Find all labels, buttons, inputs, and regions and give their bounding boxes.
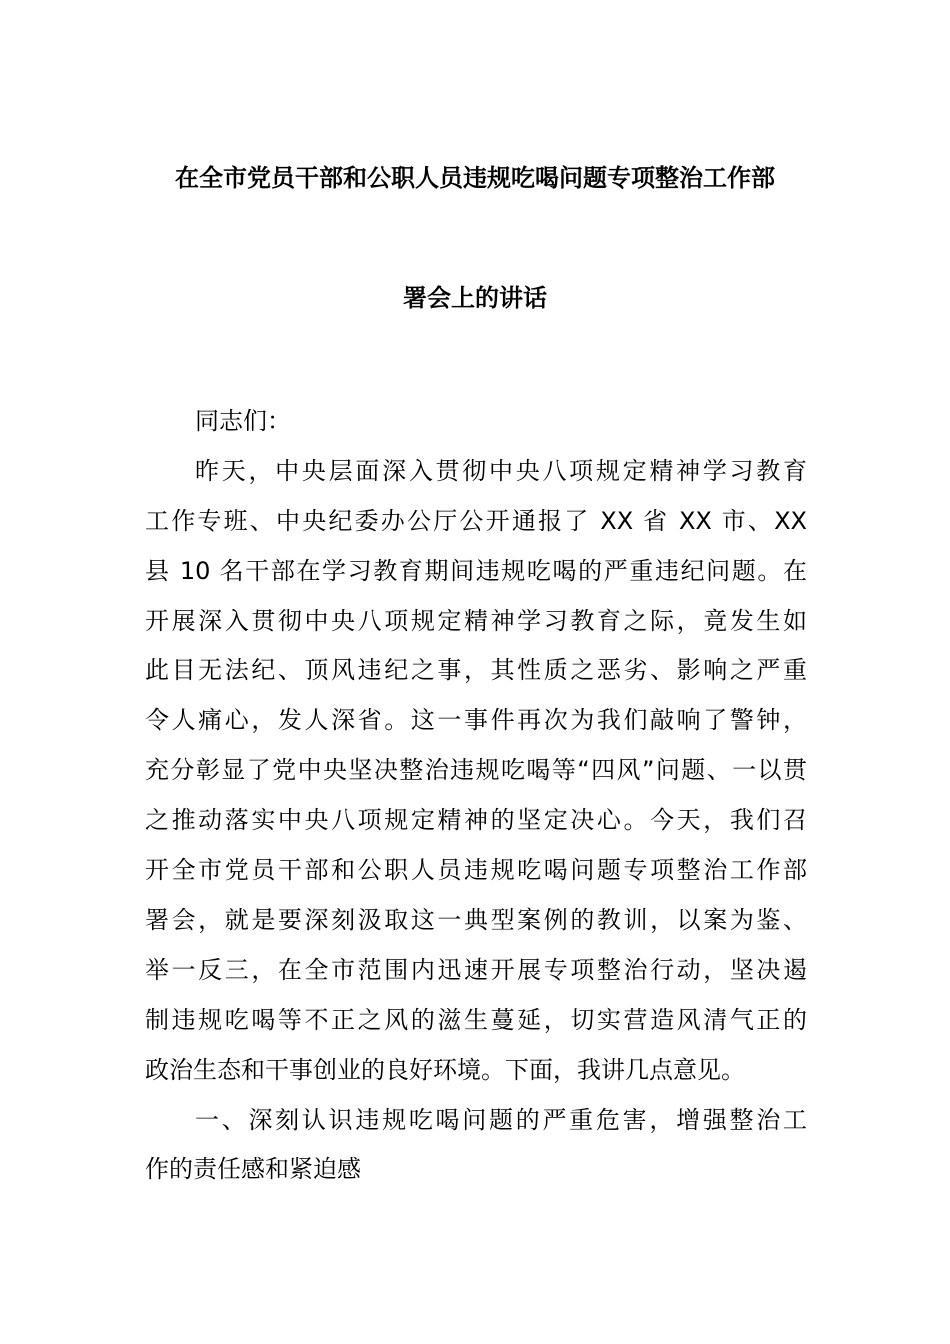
section-heading-line: 作的责任感和紧迫感 bbox=[145, 1155, 361, 1183]
section-heading-line: 一、深刻认识违规吃喝问题的严重危害，增强整治工 bbox=[195, 1106, 807, 1134]
paragraph-line: 之推动落实中央八项规定精神的坚定决心。今天，我们召 bbox=[145, 806, 807, 834]
paragraph-line: 充分彰显了党中央坚决整治违规吃喝等“四风”问题、一以贯 bbox=[145, 756, 807, 784]
paragraph-line: 令人痛心，发人深省。这一事件再次为我们敲响了警钟， bbox=[145, 706, 807, 734]
salutation: 同志们： bbox=[195, 407, 291, 435]
paragraph-line: 开全市党员干部和公职人员违规吃喝问题专项整治工作部 bbox=[145, 856, 807, 884]
paragraph-line: 此目无法纪、顶风违纪之事，其性质之恶劣、影响之严重 bbox=[145, 656, 807, 684]
paragraph-line: 县 10 名干部在学习教育期间违规吃喝的严重违纪问题。在 bbox=[145, 557, 807, 585]
paragraph-line: 举一反三，在全市范围内迅速开展专项整治行动，坚决遏 bbox=[145, 956, 807, 984]
paragraph-line: 工作专班、中央纪委办公厅公开通报了 XX 省 XX 市、XX bbox=[145, 507, 807, 535]
paragraph-line: 昨天，中央层面深入贯彻中央八项规定精神学习教育 bbox=[195, 457, 807, 485]
paragraph-line: 署会，就是要深刻汲取这一典型案例的教训，以案为鉴、 bbox=[145, 906, 807, 934]
paragraph-line: 制违规吃喝等不正之风的滋生蔓延，切实营造风清气正的 bbox=[145, 1006, 807, 1034]
document-title-line-1: 在全市党员干部和公职人员违规吃喝问题专项整治工作部 bbox=[175, 164, 775, 192]
paragraph-line: 开展深入贯彻中央八项规定精神学习教育之际，竟发生如 bbox=[145, 607, 807, 635]
document-title-line-2: 署会上的讲话 bbox=[403, 284, 547, 312]
paragraph-line: 政治生态和干事创业的良好环境。下面，我讲几点意见。 bbox=[145, 1056, 745, 1084]
